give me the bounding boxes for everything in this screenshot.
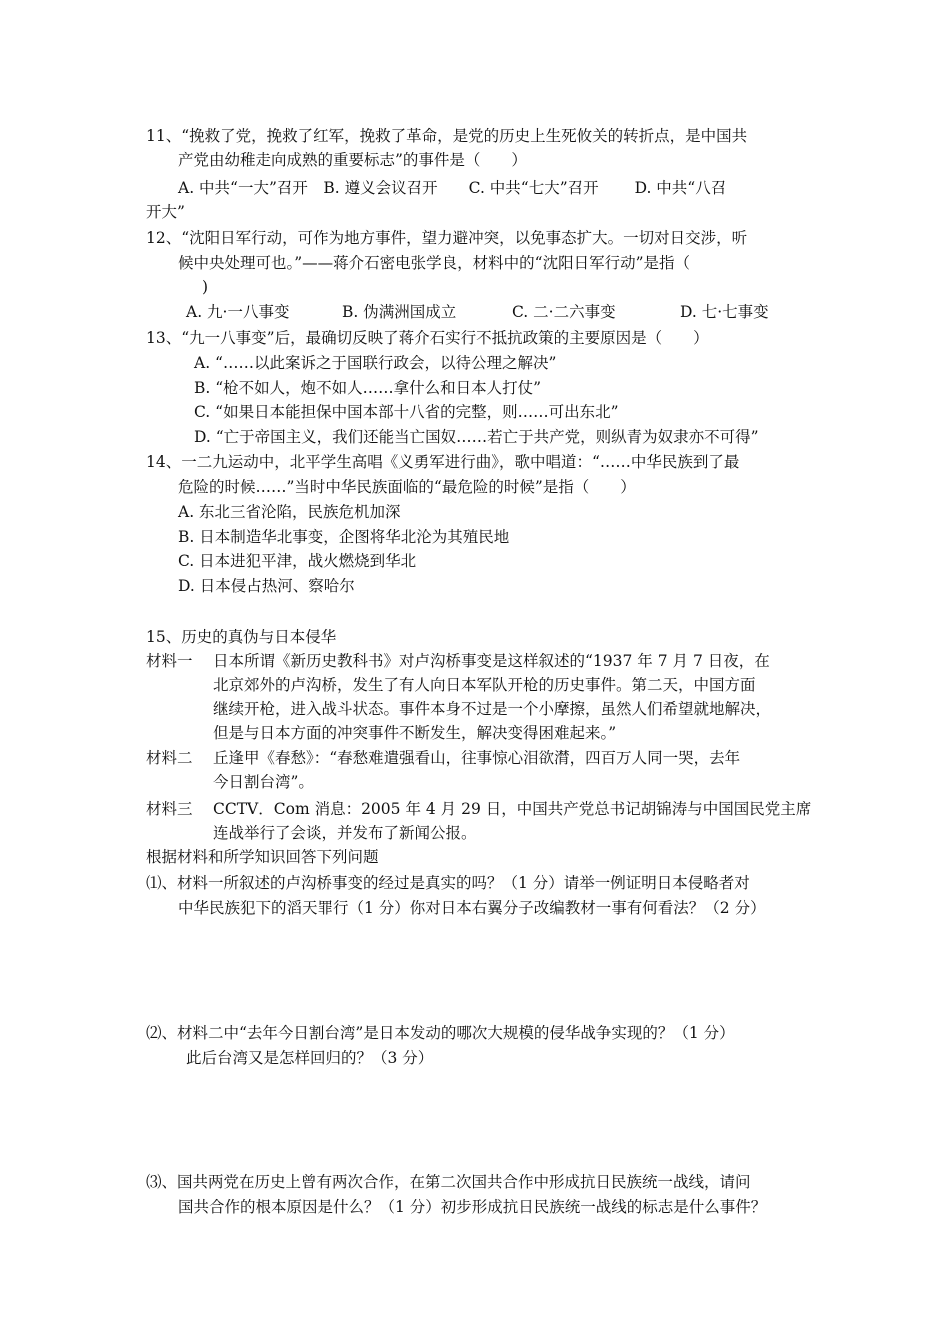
q11-stem-line2: 产党由幼稚走向成熟的重要标志”的事件是（ ） — [178, 151, 527, 169]
q15-sub3-line1: ⑶、国共两党在历史上曾有两次合作，在第二次国共合作中形成抗日民族统一战线，请问 — [146, 1173, 751, 1191]
q13-option-c: C. “如果日本能担保中国本部十八省的完整，则……可出东北” — [194, 403, 619, 421]
q12-stem-line3: ) — [202, 278, 209, 296]
q11-stem-line1: 11、“挽救了党，挽救了红军，挽救了革命，是党的历史上生死攸关的转折点，是中国共 — [146, 127, 748, 145]
q13-option-d: D. “亡于帝国主义，我们还能当亡国奴……若亡于共产党，则纵青为奴隶亦不可得” — [194, 428, 759, 446]
q11-options: A. 中共“一大”召开 B. 遵义会议召开 C. 中共“七大”召开 D. 中共“八召 — [178, 179, 727, 197]
material1-line2: 北京郊外的卢沟桥，发生了有人向日本军队开枪的历史事件。第二天，中国方面 — [213, 676, 756, 694]
q15-sub1-line2: 中华民族犯下的滔天罪行（1 分）你对日本右翼分子改编教材一事有何看法？（2 分） — [178, 899, 766, 917]
q11-options-wrap: 开大” — [146, 203, 185, 221]
material1-line1: 日本所谓《新历史教科书》对卢沟桥事变是这样叙述的“1937 年 7 月 7 日夜，在 — [213, 652, 770, 670]
q14-stem-line1: 14、一二九运动中，北平学生高唱《义勇军进行曲》，歌中唱道：“……中华民族到了最 — [146, 453, 740, 471]
q13-option-a: A. “……以此案诉之于国联行政会，以待公理之解决” — [194, 354, 557, 372]
material1-line3: 继续开枪，进入战斗状态。事件本身不过是一个小摩擦，虽然人们希望就地解决， — [213, 700, 772, 718]
material2-label: 材料二 — [146, 749, 193, 767]
material3-line2: 连战举行了会谈，并发布了新闻公报。 — [213, 824, 477, 842]
q15-sub2-line1: ⑵、材料二中“去年今日割台湾”是日本发动的哪次大规模的侵华战争实现的？（1 分） — [146, 1024, 735, 1042]
q13-stem: 13、“九一八事变”后，最确切反映了蒋介石实行不抵抗政策的主要原因是（ ） — [146, 329, 709, 347]
q12-option-d: D. 七·七事变 — [680, 303, 769, 321]
material1-label: 材料一 — [146, 652, 193, 670]
material3-line1: CCTV．Com 消息：2005 年 4 月 29 日，中国共产党总书记胡锦涛与中国国民党主席 — [213, 800, 812, 818]
q14-option-c: C. 日本进犯平津，战火燃烧到华北 — [178, 552, 417, 570]
material3-label: 材料三 — [146, 800, 193, 818]
q15-instruction: 根据材料和所学知识回答下列问题 — [146, 848, 379, 866]
material1-line4: 但是与日本方面的冲突事件不断发生，解决变得困难起来。” — [213, 724, 617, 742]
q14-option-d: D. 日本侵占热河、察哈尔 — [178, 577, 355, 595]
q14-option-a: A. 东北三省沦陷，民族危机加深 — [178, 503, 401, 521]
q12-stem-line1: 12、“沈阳日军行动，可作为地方事件，望力避冲突，以免事态扩大。一切对日交涉，听 — [146, 229, 748, 247]
q12-option-b: B. 伪满洲国成立 — [342, 303, 457, 321]
q12-option-c: C. 二·二六事变 — [512, 303, 616, 321]
q12-options — [186, 302, 806, 322]
q12-stem-line2: 候中央处理可也。”——蒋介石密电张学良，材料中的“沈阳日军行动”是指（ — [178, 254, 691, 272]
q14-option-b: B. 日本制造华北事变，企图将华北沦为其殖民地 — [178, 528, 510, 546]
q12-option-a: A. 九·一八事变 — [186, 303, 290, 321]
q13-option-b: B. “枪不如人，炮不如人……拿什么和日本人打仗” — [194, 379, 542, 397]
material2-line2: 今日割台湾”。 — [213, 773, 314, 791]
q15-title: 15、历史的真伪与日本侵华 — [146, 628, 337, 646]
q15-sub1-line1: ⑴、材料一所叙述的卢沟桥事变的经过是真实的吗？（1 分）请举一例证明日本侵略者对 — [146, 874, 750, 892]
q15-sub3-line2: 国共合作的根本原因是什么？（1 分）初步形成抗日民族统一战线的标志是什么事件？ — [178, 1198, 767, 1216]
q15-sub2-line2: 此后台湾又是怎样回归的？（3 分） — [186, 1049, 434, 1067]
material2-line1: 丘逢甲《春愁》：“春愁难遣强看山，往事惊心泪欲潸，四百万人同一哭，去年 — [213, 749, 741, 767]
q14-stem-line2: 危险的时候……”当时中华民族面临的“最危险的时候”是指（ ） — [178, 478, 636, 496]
